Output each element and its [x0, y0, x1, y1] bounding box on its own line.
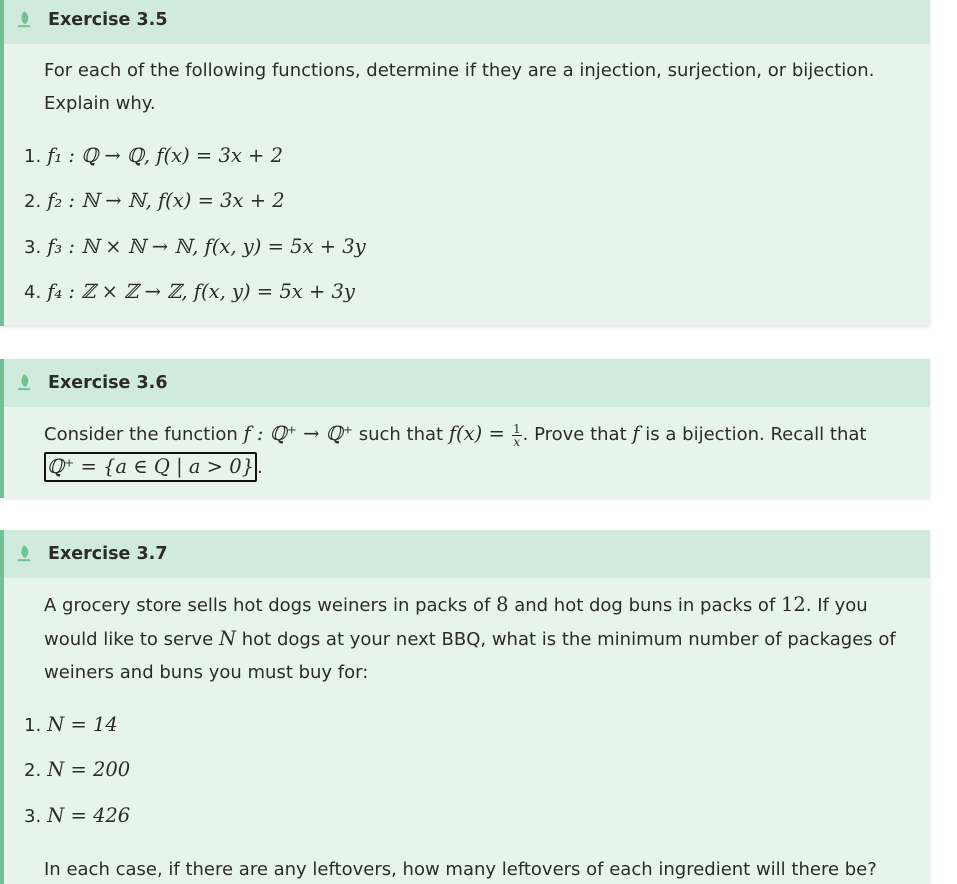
exercise-3-6-header [4, 359, 930, 407]
number-math: 12 [781, 593, 806, 616]
variable-math: N [218, 627, 237, 650]
selected-math-region[interactable]: ℚ⁺ = {a ∈ Q | a > 0} [44, 452, 257, 482]
item-number: 2. [24, 760, 42, 781]
list-item [24, 189, 285, 212]
leaf-icon [16, 10, 32, 28]
item-number: 3. [24, 806, 42, 827]
list-item [24, 758, 130, 781]
function-math: f [632, 422, 640, 445]
item-math: f₁ : ℚ → ℚ, f(x) = 3x + 2 [47, 144, 284, 167]
exercise-3-6-box [0, 359, 930, 498]
exercise-3-5-box [0, 0, 930, 326]
list-item [24, 280, 355, 303]
text-segment: is a bijection. Recall that [639, 424, 867, 445]
item-math: f₄ : ℤ × ℤ → ℤ, f(x, y) = 5x + 3y [47, 280, 355, 303]
exercise-3-7-header [4, 530, 930, 578]
exercise-title: Exercise 3.5 [48, 10, 168, 30]
text-segment: hot dogs at your next BBQ, what is the minimum number of packages of weiners and buns you must buy for: [44, 629, 896, 683]
leaf-icon [16, 373, 32, 391]
exercise-3-6-text [44, 417, 900, 484]
list-item [24, 804, 130, 827]
list-item [24, 713, 118, 736]
text-segment: and hot dog buns in packs of [508, 595, 781, 616]
text-segment: Consider the function [44, 424, 244, 445]
list-item [24, 235, 366, 258]
exercise-title: Exercise 3.7 [48, 544, 168, 564]
fraction [512, 423, 522, 448]
item-math: N = 14 [47, 713, 118, 736]
item-number: 1. [24, 715, 42, 736]
exercise-3-5-intro: For each of the following functions, determine if they are a injection, surjection, or bijection. Explain why. [44, 60, 875, 114]
exercise-3-5-header [4, 0, 930, 44]
number-math: 8 [496, 593, 509, 616]
list-item [24, 144, 283, 167]
text-segment: . If you would like to serve [44, 595, 868, 650]
text-segment: . [257, 457, 263, 478]
fraction-numerator: 1 [512, 421, 521, 436]
item-math: f₃ : ℕ × ℕ → ℕ, f(x, y) = 5x + 3y [47, 235, 366, 258]
item-math: f₂ : ℕ → ℕ, f(x) = 3x + 2 [47, 189, 285, 212]
exercise-3-7-intro [44, 588, 900, 689]
leaf-icon [16, 544, 32, 562]
function-math: f : ℚ⁺ → ℚ⁺ [243, 422, 353, 445]
item-math: N = 200 [47, 758, 131, 781]
item-number: 4. [24, 282, 42, 303]
text-segment: such that [353, 424, 449, 445]
text-segment: . Prove that [522, 424, 633, 445]
item-math: N = 426 [47, 804, 131, 827]
exercise-title: Exercise 3.6 [48, 373, 168, 393]
exercise-3-7-outro: In each case, if there are any leftovers, how many leftovers of each ingredient will there be? [44, 859, 877, 880]
function-math: f(x) = [448, 422, 511, 445]
item-number: 1. [24, 146, 42, 167]
text-segment: A grocery store sells hot dogs weiners in packs of [44, 595, 497, 616]
exercise-3-7-box [0, 530, 930, 884]
item-number: 2. [24, 191, 42, 212]
fraction-denominator: x [513, 434, 521, 449]
item-number: 3. [24, 237, 42, 258]
